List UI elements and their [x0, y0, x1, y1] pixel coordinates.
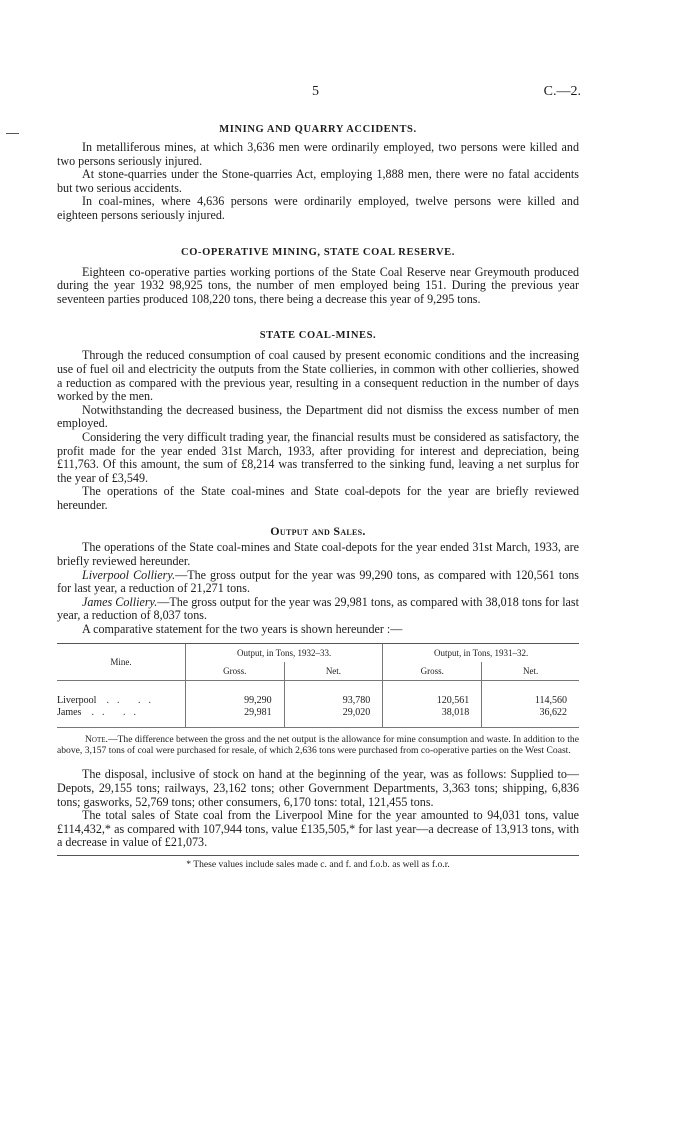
closing-section	[57, 768, 579, 850]
liverpool-colliery-text: —The gross output for the year was 99,290 tons, as compared with 120,561 tons for last year, a reduction of 21,271 tons.	[57, 567, 579, 596]
paragraph: A comparative statement for the two years is shown hereunder :—	[82, 622, 403, 637]
page-header	[57, 84, 579, 106]
gross-1932-33: 29,981	[186, 707, 285, 719]
james-colliery-text: —The gross output for the year was 29,981 tons, as compared with 38,018 tons for last year, a reduction of 8,037 tons.	[57, 594, 579, 623]
column-header-gross: Gross.	[383, 662, 482, 681]
leader-dots: .. ..	[91, 706, 144, 718]
column-header-net: Net.	[284, 662, 383, 681]
heading-cooperative-mining: CO-OPERATIVE MINING, STATE COAL RESERVE.	[181, 246, 455, 258]
paragraph-liverpool-colliery	[57, 569, 579, 596]
table-row	[57, 695, 579, 707]
paragraph: Considering the very difficult trading year, the financial results must be considered as satisfactory, the profit made for the year ended 31st March, 1933, after providing for interest and depreciation, being £11,763. Of this amount, the sum of £8,214 was transferred to the sinking fund, leaving a net surplus for the year of £3,549.	[57, 429, 579, 485]
paragraph: Notwithstanding the decreased business, the Department did not dismiss the excess number of men employed.	[57, 402, 579, 431]
paragraph: In coal-mines, where 4,636 persons were ordinarily employed, twelve persons were killed and eighteen persons seriously injured.	[57, 194, 579, 222]
footnote-rule	[57, 855, 579, 856]
mine-name: Liverpool	[57, 694, 97, 706]
output-comparison-table	[57, 643, 579, 728]
net-1931-32: 36,622	[482, 707, 579, 719]
paragraph: The operations of the State coal-mines and State coal-depots for the year are briefly reviewed hereunder.	[57, 484, 579, 512]
liverpool-colliery-title: Liverpool Colliery.	[82, 567, 176, 582]
column-group-1932-33: Output, in Tons, 1932–33.	[186, 643, 383, 662]
paragraph: The operations of the State coal-mines and State coal-depots for the year ended 31st March, 1933, are briefly reviewed hereunder.	[57, 540, 579, 569]
gross-1932-33: 99,290	[186, 695, 285, 707]
paragraph: The disposal, inclusive of stock on hand at the beginning of the year, was as follows: Supplied to—Depots, 29,155 tons; railways, 23,162 tons; other Government Departments, 3,363 tons; shipping, 6,836 tons; gasworks, 52,769 tons; other consumers, 6,170 tons: total, 121,455 tons.	[57, 767, 579, 809]
net-1932-33: 29,020	[284, 707, 383, 719]
column-header-mine: Mine.	[57, 643, 186, 680]
mine-name: James	[57, 706, 82, 718]
note-label: Note.	[85, 733, 108, 745]
gross-1931-32: 38,018	[383, 707, 482, 719]
page-number: 5	[312, 84, 319, 99]
james-colliery-title: James Colliery.	[82, 594, 158, 609]
column-group-1931-32: Output, in Tons, 1931–32.	[383, 643, 579, 662]
paragraph: At stone-quarries under the Stone-quarries Act, employing 1,888 men, there were no fatal accidents but two serious accidents.	[57, 167, 579, 195]
margin-mark	[6, 133, 19, 134]
document-page	[57, 84, 579, 880]
paragraph: In metalliferous mines, at which 3,636 men were ordinarily employed, two persons were killed and two persons seriously injured.	[57, 140, 579, 168]
note-text: —The difference between the gross and the net output is the allowance for mine consumption and waste. In addition to the above, 3,157 tons of coal were purchased for resale, of which 2,636 tons were purchased from co-operative parties on the West Coast.	[57, 733, 579, 757]
column-header-gross: Gross.	[186, 662, 285, 681]
gross-1931-32: 120,561	[383, 695, 482, 707]
paragraph-james-colliery	[57, 596, 579, 623]
table-note	[57, 734, 579, 757]
heading-output-and-sales: Output and Sales.	[270, 524, 366, 539]
paragraph: The total sales of State coal from the Liverpool Mine for the year amounted to 94,031 tons, value £114,432,* as compared with 107,944 tons, value £135,505,* for last year—a decrease of 13,913 tons, with a decrease in value of £21,073.	[57, 808, 579, 850]
paragraph: Through the reduced consumption of coal caused by present economic conditions and the increasing use of fuel oil and electricity the outputs from the State collieries, in common with other collieries, showed a reduction as compared with the previous year, resulting in a consequent reduction in the number of days worked by the men.	[57, 348, 579, 404]
column-header-net: Net.	[482, 662, 579, 681]
table-row	[57, 707, 579, 719]
footnote: * These values include sales made c. and f. and f.o.b. as well as f.o.r.	[186, 859, 450, 870]
paragraph: Eighteen co-operative parties working portions of the State Coal Reserve near Greymouth produced during the year 1932 98,925 tons, the number of men employed being 151. During the previous year seventeen parties produced 108,220 tons, there being a decrease this year of 9,295 tons.	[57, 264, 579, 306]
net-1931-32: 114,560	[482, 695, 579, 707]
document-code: C.—2.	[543, 84, 581, 99]
net-1932-33: 93,780	[284, 695, 383, 707]
heading-mining-accidents: MINING AND QUARRY ACCIDENTS.	[219, 124, 417, 135]
heading-state-coal-mines: STATE COAL-MINES.	[259, 330, 377, 342]
leader-dots: .. ..	[106, 694, 159, 706]
